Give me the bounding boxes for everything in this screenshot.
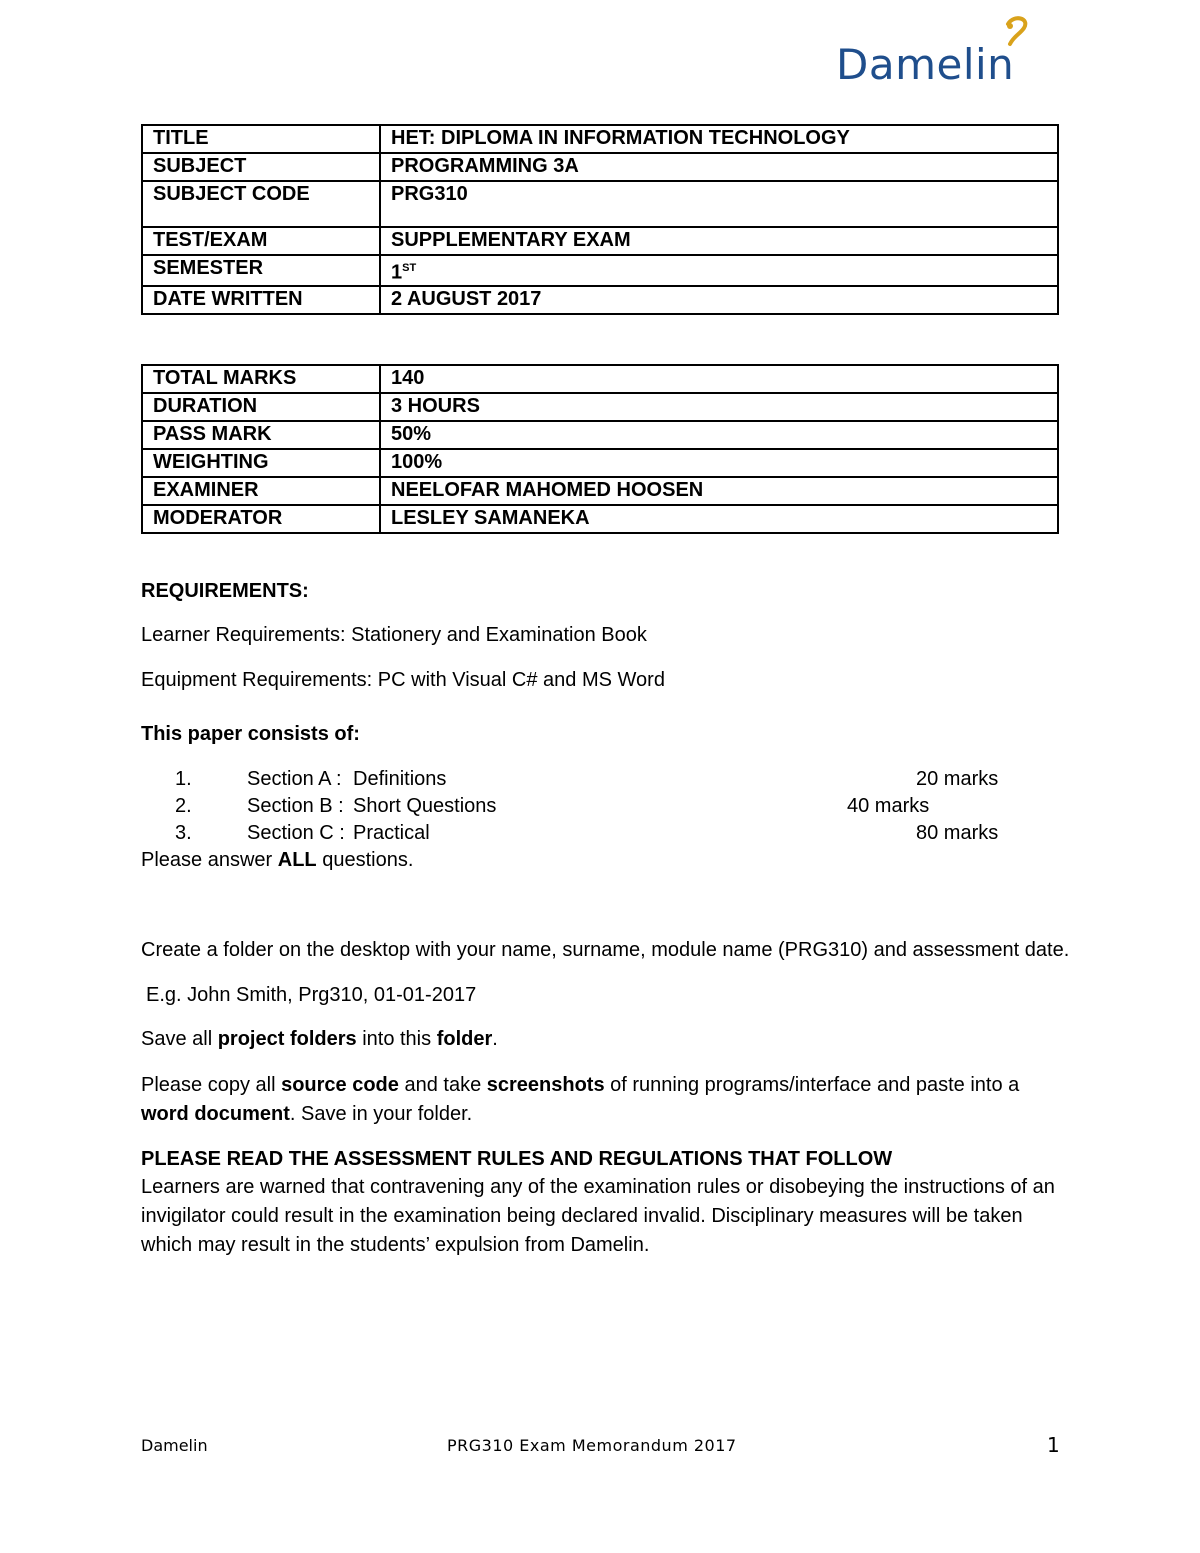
table-value: 140 [380,365,1058,393]
table-row [142,505,1058,533]
section-marks: 40 marks [847,795,930,817]
section-marks: 80 marks [916,822,999,844]
save-text: Save all [141,1028,218,1050]
table-row [142,181,1058,227]
save-bold: project folders [217,1028,357,1050]
table-row [142,421,1058,449]
table-value: HET: DIPLOMA IN INFORMATION TECHNOLOGY [380,125,1058,153]
copy-bold: word document [141,1103,290,1125]
table-row [142,255,1058,286]
answer-all-note [141,849,413,872]
semester-suffix: ST [402,262,417,274]
save-text: into this [356,1028,437,1050]
table-value: 2 AUGUST 2017 [380,286,1058,314]
answer-text: Please answer [141,849,278,871]
section-number: 3. [175,822,192,844]
table-value: SUPPLEMENTARY EXAM [380,227,1058,255]
table-label: WEIGHTING [142,449,380,477]
section-label: Section C : [247,822,345,844]
copy-bold: screenshots [486,1074,605,1096]
table-row [142,125,1058,153]
copy-text: and take [398,1074,487,1096]
answer-bold: ALL [277,849,317,871]
folder-example: E.g. John Smith, Prg310, 01-01-2017 [146,984,477,1006]
table-value: PROGRAMMING 3A [380,153,1058,181]
table-row [142,227,1058,255]
table-label: TEST/EXAM [142,227,380,255]
footer-center: PRG310 Exam Memorandum 2017 [447,1436,737,1455]
semester-number: 1 [391,261,403,284]
table-value: 100% [380,449,1058,477]
section-name: Practical [353,822,430,844]
table-label: DATE WRITTEN [142,286,380,314]
table-label: TOTAL MARKS [142,365,380,393]
table-label: SEMESTER [142,255,380,286]
table-value: 3 HOURS [380,393,1058,421]
save-instruction [141,1028,498,1051]
table-row [142,449,1058,477]
table-label: PASS MARK [142,421,380,449]
section-name: Definitions [353,768,447,790]
section-label: Section A : [247,768,342,790]
logo-text: Damelin [836,40,1015,89]
page-number: 1 [1047,1433,1060,1457]
section-label: Section B : [247,795,344,817]
table-label: SUBJECT CODE [142,181,380,227]
copy-text: Please copy all [141,1074,282,1096]
table-value: 50% [380,421,1058,449]
learner-requirements: Learner Requirements: Stationery and Examination Book [141,624,647,646]
table-value: PRG310 [380,181,1058,227]
table-value: LESLEY SAMANEKA [380,505,1058,533]
section-marks: 20 marks [916,768,999,790]
answer-text: questions. [316,849,414,871]
copy-text: . Save in your folder. [289,1103,473,1125]
table-row [142,477,1058,505]
table-label: EXAMINER [142,477,380,505]
save-text: . [492,1028,498,1050]
copy-bold: source code [281,1074,399,1096]
table-label: DURATION [142,393,380,421]
table-row [142,286,1058,314]
table-row [142,393,1058,421]
table-label: SUBJECT [142,153,380,181]
section-name: Short Questions [353,795,497,817]
table-label: TITLE [142,125,380,153]
save-bold: folder [436,1028,493,1050]
table-row [142,365,1058,393]
paper-heading: This paper consists of: [141,723,360,745]
equipment-requirements: Equipment Requirements: PC with Visual C# and MS Word [141,669,665,691]
exam-info-table [141,124,1059,315]
table-value: NEELOFAR MAHOMED HOOSEN [380,477,1058,505]
table-value [380,255,1058,286]
copy-instruction [141,1071,1056,1129]
marks-info-table [141,364,1059,534]
section-number: 2. [175,795,192,817]
damelin-logo [836,14,1066,90]
requirements-heading: REQUIREMENTS: [141,580,309,602]
rules-heading: PLEASE READ THE ASSESSMENT RULES AND REGULATIONS THAT FOLLOW [141,1148,893,1170]
table-row [142,153,1058,181]
copy-text: of running programs/interface and paste into a [604,1074,1020,1096]
create-folder-instruction: Create a folder on the desktop with your name, surname, module name (PRG310) and assessment date. [141,939,1070,961]
table-label: MODERATOR [142,505,380,533]
rules-text: Learners are warned that contravening any of the examination rules or disobeying the instructions of an invigilator could result in the examination being declared invalid. Disciplinary measures will be taken which may result in the students’ expulsion from Damelin. [141,1176,1055,1256]
footer-left: Damelin [141,1436,208,1455]
section-number: 1. [175,768,192,790]
